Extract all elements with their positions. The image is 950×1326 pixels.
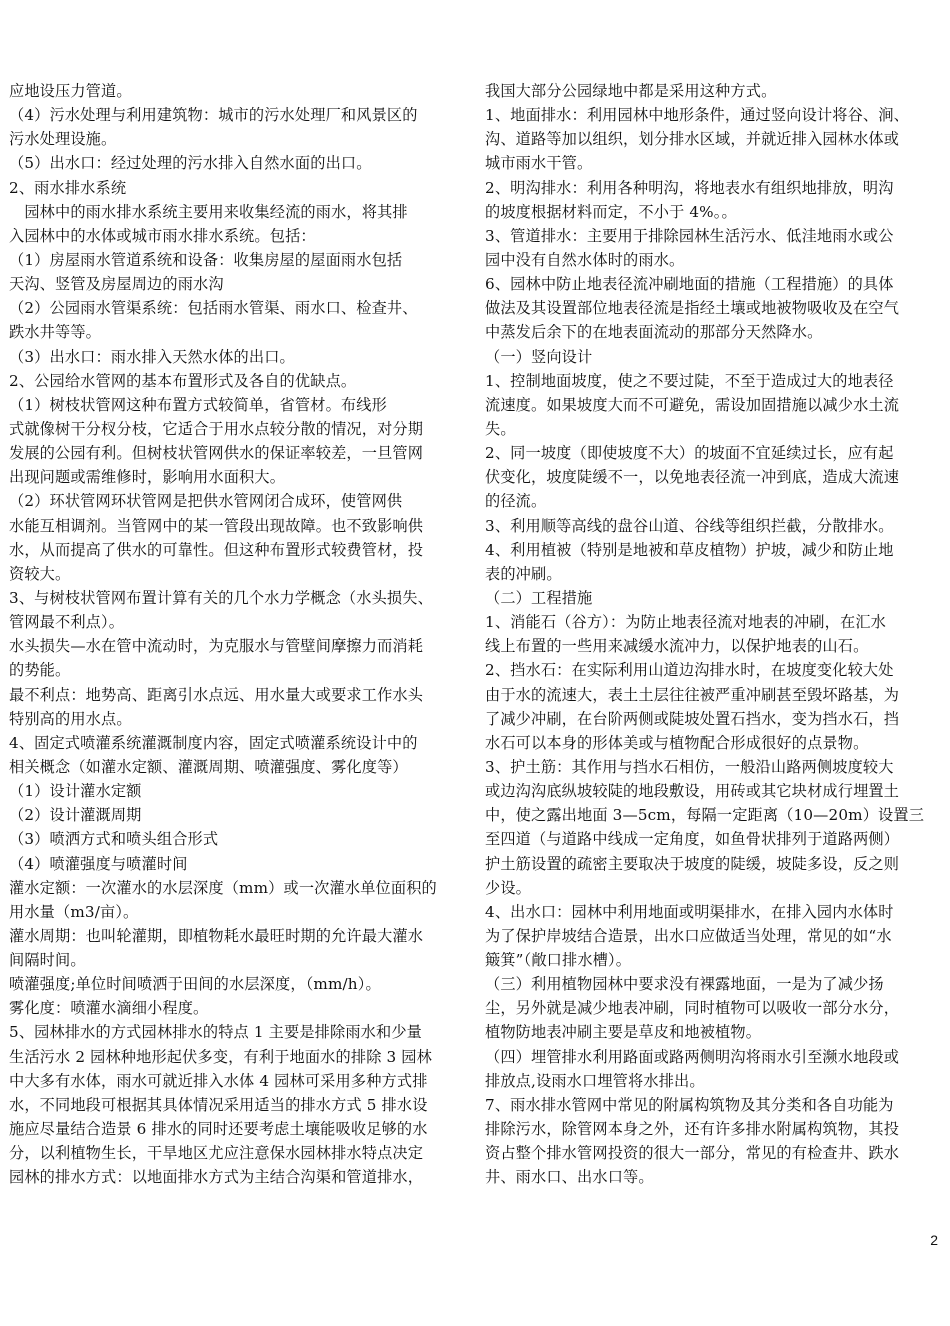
text-line: 2、公园给水管网的基本布置形式及各自的优缺点。 <box>9 371 357 390</box>
text-line: 线上布置的一些用来减缓水流冲力，以保护地表的山石。 <box>485 637 869 656</box>
text-line: （2）环状管网环状管网是把供水管网闭合成环，使管网供 <box>9 492 403 511</box>
right-column <box>485 79 941 1189</box>
text-line: 1、地面排水：利用园林中地形条件，通过竖向设计将谷、涧、 <box>485 106 909 125</box>
text-line: 我国大部分公园绿地中都是采用这种方式。 <box>485 82 777 100</box>
text-line: 4、出水口：园林中利用地面或明渠排水，在排入园内水体时 <box>485 902 894 921</box>
text-line: 由于水的流速大，表土土层往往被严重冲刷甚至毁坏路基，为 <box>485 685 900 704</box>
text-line: 用水量（m3/亩）。 <box>9 902 139 921</box>
text-line: 资占整个排水管网投资的很大一部分，常见的有检查井、跌水 <box>485 1144 900 1163</box>
text-line: 出现问题或需维修时，影响用水面积大。 <box>9 468 286 487</box>
text-line: 灌水周期：也叫轮灌期，即植物耗水最旺时期的允许最大灌水 <box>9 926 424 945</box>
text-line: 城市雨水干管。 <box>485 154 593 173</box>
text-line: 2、同一坡度（即使坡度不大）的坡面不宜延续过长，应有起 <box>485 444 894 463</box>
text-line: 排除污水，除管网本身之外，还有许多排水附属构筑物，其投 <box>485 1120 900 1139</box>
text-line: 水，从而提高了供水的可靠性。但这种布置形式较费管材，投 <box>9 540 424 559</box>
text-line: 井、雨水口、出水口等。 <box>485 1168 654 1187</box>
text-line: （四）埋管排水利用路面或路两侧明沟将雨水引至濒水地段或 <box>485 1047 900 1066</box>
text-line: 分，以利植物生长，干旱地区尤应注意保水园林排水特点决定 <box>9 1144 424 1163</box>
text-line: 喷灌强度;单位时间喷洒于田间的水层深度，（mm/h）。 <box>9 975 381 994</box>
text-line: 簸箕”（敞口排水槽）。 <box>485 951 632 970</box>
text-line: 4、固定式喷灌系统灌溉制度内容，固定式喷灌系统设计中的 <box>9 733 418 752</box>
text-line: 4、利用植被（特别是地被和草皮植物）护坡，减少和防止地 <box>485 540 894 559</box>
text-line: 水头损失—水在管中流动时，为克服水与管壁间摩擦力而消耗 <box>9 637 424 656</box>
text-line: （2）公园雨水管渠系统：包括雨水管渠、雨水口、检查井、 <box>9 299 418 318</box>
text-line: 2、明沟排水：利用各种明沟，将地表水有组织地排放，明沟 <box>485 178 894 197</box>
text-line: 做法及其设置部位地表径流是指经土壤或地被物吸收及在空气 <box>485 299 900 318</box>
text-line: 中蒸发后余下的在地表面流动的那部分天然降水。 <box>485 323 823 342</box>
text-line: 应地设压力管道。 <box>9 82 132 100</box>
text-line: 3、管道排水：主要用于排除园林生活污水、低洼地雨水或公 <box>485 226 894 245</box>
text-line: 或边沟沟底纵坡较陡的地段敷设，用砖或其它块材成行埋置土 <box>485 782 900 801</box>
text-line: 排放点,设雨水口埋管将水排出。 <box>485 1071 705 1090</box>
text-line: 式就像树干分杈分枝，它适合于用水点较分散的情况，对分期 <box>9 419 424 438</box>
page-number: 2 <box>930 1232 938 1248</box>
text-line: （1）设计灌水定额 <box>9 782 142 801</box>
text-line: 失。 <box>485 419 516 438</box>
text-line: 中，使之露出地面 3—5cm，每隔一定距离（10—20m）设置三 <box>485 806 925 825</box>
text-line: 施应尽量结合造景 6 排水的同时还要考虑土壤能吸收足够的水 <box>9 1120 428 1139</box>
text-line: 特别高的用水点。 <box>9 709 132 728</box>
text-line: 至四道（与道路中线成一定角度，如鱼骨状排列于道路两侧） <box>485 830 900 849</box>
text-line: 雾化度：喷灌水滴细小程度。 <box>9 999 209 1018</box>
text-line: （2）设计灌溉周期 <box>9 806 142 825</box>
text-line: 污水处理设施。 <box>9 130 117 149</box>
text-line: 最不利点：地势高、距离引水点远、用水量大或要求工作水头 <box>9 685 424 704</box>
text-line: 表的冲刷。 <box>485 564 562 583</box>
text-line: 护土筋设置的疏密主要取决于坡度的陡缓，坡陡多设，反之则 <box>485 854 900 873</box>
text-line: （4）喷灌强度与喷灌时间 <box>9 854 188 873</box>
text-line: 发展的公园有利。但树枝状管网供水的保证率较差，一旦管网 <box>9 444 424 463</box>
text-line: 园林的排水方式：以地面排水方式为主结合沟渠和管道排水， <box>9 1168 424 1187</box>
text-line: 资较大。 <box>9 564 71 583</box>
text-line: 少设。 <box>485 878 532 897</box>
text-line: 为了保护岸坡结合造景，出水口应做适当处理，常见的如“水 <box>485 926 892 945</box>
text-line: 3、与树枝状管网布置计算有关的几个水力学概念（水头损失、 <box>9 588 433 607</box>
text-line: （3）喷洒方式和喷头组合形式 <box>9 830 219 849</box>
text-line: （4）污水处理与利用建筑物：城市的污水处理厂和风景区的 <box>9 106 418 125</box>
text-line: 灌水定额：一次灌水的水层深度（mm）或一次灌水单位面积的 <box>9 878 437 897</box>
text-line: 3、护土筋：其作用与挡水石相仿，一般沿山路两侧坡度较大 <box>485 757 894 776</box>
text-line: 7、雨水排水管网中常见的附属构筑物及其分类和各自功能为 <box>485 1095 894 1114</box>
text-line: 水能互相调剂。当管网中的某一管段出现故障。也不致影响供 <box>9 516 424 535</box>
text-line: （二）工程措施 <box>485 588 593 607</box>
text-line: 沟、道路等加以组织，划分排水区域，并就近排入园林水体或 <box>485 130 900 149</box>
text-line: （3）出水口：雨水排入天然水体的出口。 <box>9 347 295 366</box>
text-line: （1）树枝状管网这种布置方式较简单，省管材。布线形 <box>9 395 387 414</box>
text-line: （1）房屋雨水管道系统和设备：收集房屋的屋面雨水包括 <box>9 250 403 269</box>
text-line: 5、园林排水的方式园林排水的特点 1 主要是排除雨水和少量 <box>9 1023 423 1042</box>
text-line: 流速度。如果坡度大而不可避免，需设加固措施以减少水土流 <box>485 395 900 414</box>
text-line: 伏变化，坡度陡缓不一，以免地表径流一冲到底，造成大流速 <box>485 468 900 487</box>
text-line: （一）竖向设计 <box>485 347 593 366</box>
text-line: 水石可以本身的形体美或与植物配合形成很好的点景物。 <box>485 733 869 752</box>
text-line: 的径流。 <box>485 492 547 511</box>
text-line: 1、控制地面坡度，使之不要过陡，不至于造成过大的地表径 <box>485 371 894 390</box>
text-line: 2、雨水排水系统 <box>9 178 127 197</box>
text-line: 间隔时间。 <box>9 951 86 970</box>
text-line: 管网最不利点）。 <box>9 613 125 632</box>
text-line: 入园林中的水体或城市雨水排水系统。包括： <box>9 226 316 245</box>
text-line: 园中没有自然水体时的雨水。 <box>485 250 685 269</box>
text-line: 了减少冲刷，在台阶两侧或陡坡处置石挡水，变为挡水石，挡 <box>485 709 900 728</box>
text-line: （5）出水口：经过处理的污水排入自然水面的出口。 <box>9 154 372 173</box>
left-column <box>9 79 465 1189</box>
text-line: 植物防地表冲刷主要是草皮和地被植物。 <box>485 1023 762 1042</box>
text-line: 的势能。 <box>9 661 71 680</box>
text-line: 6、园林中防止地表径流冲刷地面的措施（工程措施）的具体 <box>485 275 894 294</box>
text-line: 1、消能石（谷方）：为防止地表径流对地表的冲刷，在汇水 <box>485 613 886 632</box>
text-line: 尘，另外就是减少地表冲刷，同时植物可以吸收一部分水分， <box>485 999 900 1018</box>
text-line: 水，不同地段可根据其具体情况采用适当的排水方式 5 排水设 <box>9 1095 428 1114</box>
text-line: 中大多有水体，雨水可就近排入水体 4 园林可采用多种方式排 <box>9 1071 428 1090</box>
text-line: 生活污水 2 园林种地形起伏多变，有利于地面水的排除 3 园林 <box>9 1047 432 1066</box>
text-line: 跌水井等等。 <box>9 323 102 342</box>
text-line: （三）利用植物园林中要求没有裸露地面，一是为了减少扬 <box>485 975 884 994</box>
text-line: 相关概念（如灌水定额、灌溉周期、喷灌强度、雾化度等） <box>9 757 408 776</box>
text-line: 天沟、竖管及房屋周边的雨水沟 <box>9 275 224 294</box>
text-line: 园林中的雨水排水系统主要用来收集经流的雨水，将其排 <box>9 202 408 221</box>
text-line: 2、挡水石：在实际利用山道边沟排水时，在坡度变化较大处 <box>485 661 894 680</box>
text-line: 3、利用顺等高线的盘谷山道、谷线等组织拦截，分散排水。 <box>485 516 894 535</box>
text-line: 的坡度根据材料而定，不小于 4%。。 <box>485 202 737 221</box>
